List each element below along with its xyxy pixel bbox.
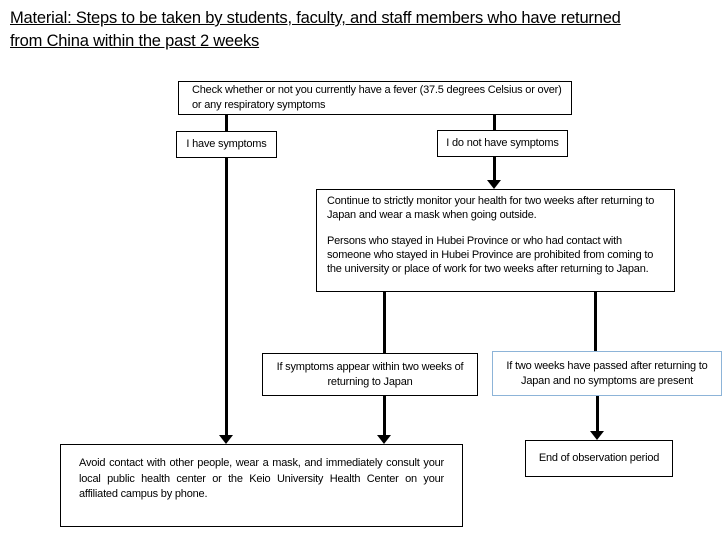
check-symptoms-text: Check whether or not you currently have a fever (37.5 degrees Celsius or over) or any respiratory symptoms (192, 84, 562, 111)
arrowhead-to-avoid-contact-left (219, 435, 233, 444)
connector-have-symptoms-to-avoid (225, 115, 228, 436)
connector-symptoms-appear-to-avoid (383, 396, 386, 436)
end-observation-label: End of observation period (538, 452, 660, 464)
connector-monitor-to-two-weeks-passed (594, 292, 597, 351)
two-weeks-passed-label: If two weeks have passed after returning to Japan and no symptoms are present (506, 359, 708, 387)
no-symptoms-label: I do not have symptoms (446, 137, 559, 149)
avoid-contact-text: Avoid contact with other people, wear a mask, and immediately consult your local public health center or the Keio University Health Center on your affiliated campus by phone. (79, 457, 444, 500)
arrowhead-to-monitor-box (487, 180, 501, 189)
end-observation-box (525, 440, 673, 477)
arrowhead-to-avoid-contact-right (377, 435, 391, 444)
page-title (10, 7, 621, 53)
avoid-contact-box (60, 444, 463, 527)
have-symptoms-label: I have symptoms (186, 138, 267, 150)
symptoms-appear-label: If symptoms appear within two weeks of returning to Japan (276, 360, 464, 388)
no-symptoms-box (437, 130, 568, 157)
monitor-health-paragraph-2: Persons who stayed in Hubei Province or who had contact with someone who stayed in Hubei Province are prohibited from coming to the university or place of work for two weeks after returning to Japan. (327, 235, 654, 275)
have-symptoms-box (176, 131, 277, 158)
arrowhead-to-end-observation (590, 431, 604, 440)
symptoms-appear-box (262, 353, 478, 396)
page-title-line-2: from China within the past 2 weeks (10, 32, 260, 50)
connector-two-weeks-to-end (596, 396, 599, 432)
page-title-line-1: Material: Steps to be taken by students, faculty, and staff members who have returned (10, 9, 621, 27)
monitor-health-box (316, 189, 675, 292)
two-weeks-passed-box (492, 351, 722, 396)
check-symptoms-box (178, 81, 572, 115)
monitor-health-paragraph-1: Continue to strictly monitor your health for two weeks after returning to Japan and wear a mask when going outside. (327, 195, 655, 221)
connector-monitor-to-symptoms-appear (383, 292, 386, 353)
